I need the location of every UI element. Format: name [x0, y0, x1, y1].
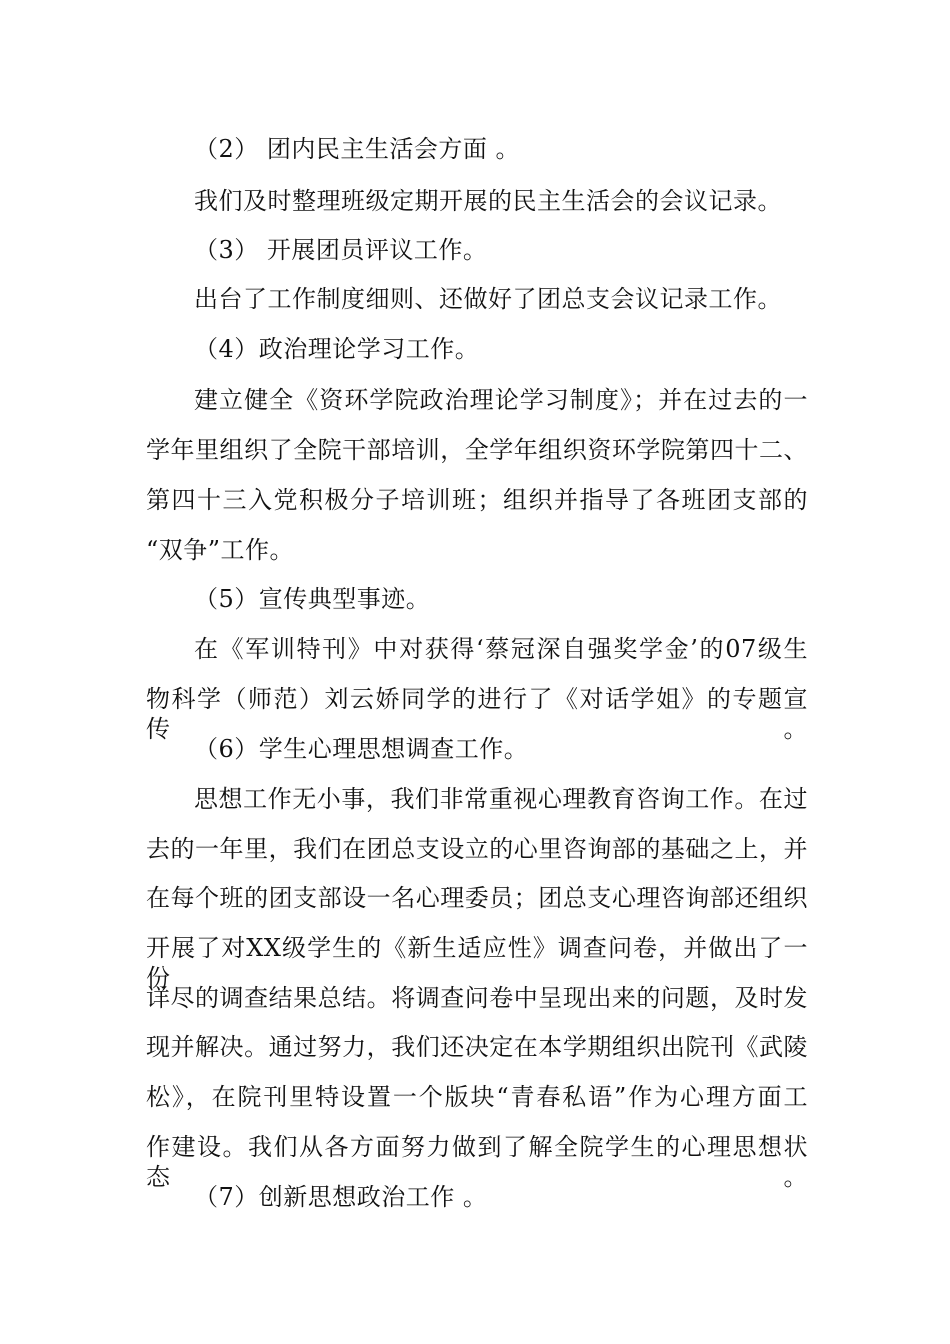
paragraph-line: 第四十三入党积极分子培训班；组织并指导了各班团支部的: [146, 486, 808, 514]
paragraph-line: 去的一年里，我们在团总支设立的心里咨询部的基础之上，并: [146, 835, 808, 863]
paragraph-line: 学年里组织了全院干部培训，全学年组织资环学院第四十二、: [146, 436, 808, 464]
paragraph-line: 作建设。我们从各方面努力做到了解全院学生的心理思想状态。: [146, 1133, 808, 1191]
section-heading-3: （3） 开展团员评议工作。: [194, 236, 488, 264]
paragraph-line: 物科学（师范）刘云娇同学的进行了《对话学姐》的专题宣传。: [146, 685, 808, 743]
section-heading-2: （2） 团内民主生活会方面 。: [194, 135, 521, 163]
paragraph-line: 我们及时整理班级定期开展的民主生活会的会议记录。: [194, 187, 782, 215]
section-heading-6: （6）学生心理思想调查工作。: [194, 735, 529, 763]
section-heading-7: （7）创新思想政治工作 。: [194, 1183, 488, 1211]
paragraph-line: “双争”工作。: [146, 536, 295, 564]
paragraph-line: 现并解决。通过努力，我们还决定在本学期组织出院刊《武陵: [146, 1033, 808, 1061]
paragraph-line: 出台了工作制度细则、还做好了团总支会议记录工作。: [194, 285, 782, 313]
paragraph-line: 松》，在院刊里特设置一个版块“青春私语”作为心理方面工: [146, 1083, 808, 1111]
paragraph-line: 详尽的调查结果总结。将调查问卷中呈现出来的问题，及时发: [146, 984, 808, 1012]
paragraph-line: 开展了对XX级学生的《新生适应性》调查问卷，并做出了一份: [146, 934, 808, 992]
paragraph-line: 在每个班的团支部设一名心理委员；团总支心理咨询部还组织: [146, 884, 808, 912]
paragraph-line: 在《军训特刊》中对获得‘蔡冠深自强奖学金’的07级生: [194, 635, 808, 663]
section-heading-5: （5）宣传典型事迹。: [194, 585, 431, 613]
section-heading-4: （4）政治理论学习工作。: [194, 335, 480, 363]
paragraph-line: 建立健全《资环学院政治理论学习制度》；并在过去的一: [194, 386, 808, 414]
paragraph-line: 思想工作无小事，我们非常重视心理教育咨询工作。在过: [194, 785, 808, 813]
